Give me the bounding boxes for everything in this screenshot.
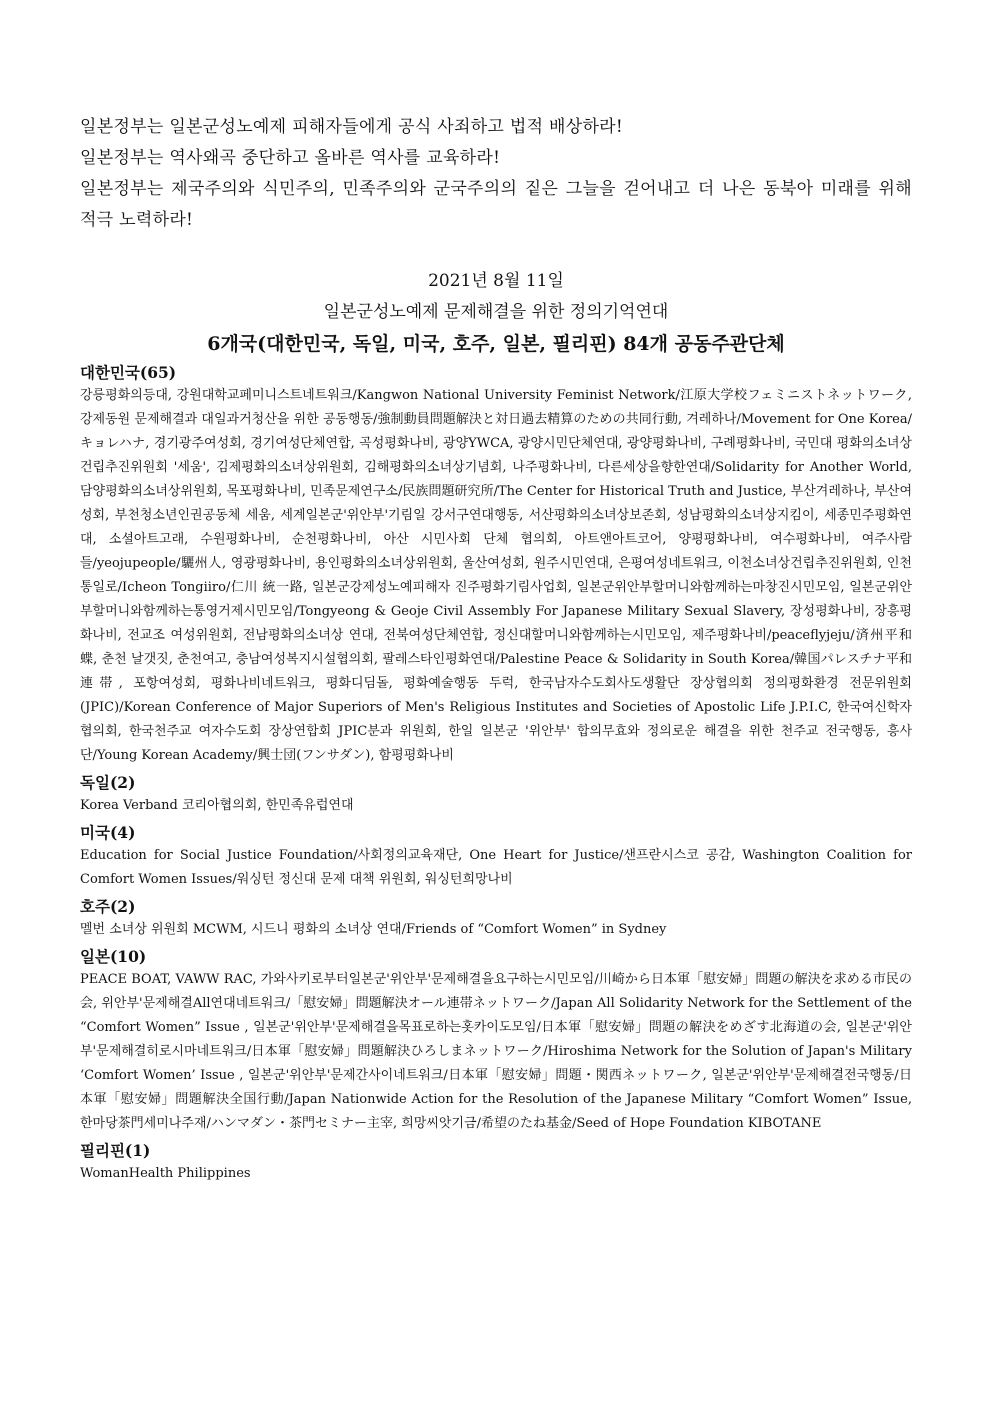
country-section-japan [80, 946, 912, 1136]
organization-list: 멜번 소녀상 위원회 MCWM, 시드니 평화의 소녀상 연대/Friends of “Comfort Women” in Sydney [80, 922, 667, 937]
organization-list: 강릉평화의등대, 강원대학교페미니스트네트워크/Kangwon National University Feminist Network/江原大学校フェミニストネットワーク, 강제동원 문제해결과 대일과거청산을 위한 공동행동/強制動員問題解決と対日過去精算のための共同行動, 겨레하나/Movement for One Korea/キョレハナ, 경기광주여성회, 경기여성단체연합, 곡성평화나비, 광양YWCA, 광양시민단체연대, 광양평화나비, 구례평화나비, 국민대 평화의소녀상 건립추진위원회 '세움', 김제평화의소녀상위원회, 김해평화의소녀상기념회, 나주평화나비, 다른세상을향한연대/Solidarity for Another World, 담양평화의소녀상위원회, 목포평화나비, 민족문제연구소/民族問題研究所/The Center for Historical Truth and Justice, 부산겨레하나, 부산여성회, 부천청소년인권공동체 세움, 세계일본군'위안부'기림일 강서구연대행동, 서산평화의소녀상보존회, 성남평화의소녀상지킴이, 세종민주평화연대, 소셜아트고래, 수원평화나비, 순천평화나비, 아산 시민사회 단체 협의회, 아트앤아트코어, 양평평화나비, 여수평화나비, 여주사람들/yeojupeople/驪州人, 영광평화나비, 용인평화의소녀상위원회, 울산여성회, 원주시민연대, 은평여성네트워크, 이천소녀상건립추진위원회, 인천통일로/Icheon Tongiiro/仁川 統一路, 일본군강제성노예피해자 진주평화기림사업회, 일본군위안부할머니와함께하는마창진시민모임, 일본군위안부할머니와함께하는통영거제시민모임/Tongyeong & Geoje Civil Assembly For Japanese Military Sexual Slavery, 장성평화나비, 장흥평화나비, 전교조 여성위원회, 전남평화의소녀상 연대, 전북여성단체연합, 정신대할머니와함께하는시민모임, 제주평화나비/peaceflyjeju/済州平和蝶, 춘천 날갯짓, 춘천여고, 충남여성복지시설협의회, 팔레스타인평화연대/Palestine Peace & Solidarity in South Korea/韓国パレスチナ平和連帯, 포항여성회, 평화나비네트워크, 평화디딤돌, 평화예술행동 두럭, 한국남자수도회사도생활단 장상협의회 정의평화환경 전문위원회(JPIC)/Korean Conference of Major Superiors of Men's Religious Institutes and Societies of Apostolic Life J.P.I.C, 한국여신학자협의회, 한국천주교 여자수도회 장상연합회 JPIC분과 위원회, 한일 일본군 '위안부' 합의무효와 정의로운 해결을 위한 천주교 전국행동, 흥사단/Young Korean Academy/興士団(フンサダン), 함평평화나비 [80, 388, 912, 763]
signature-block [80, 266, 912, 328]
co-organizers-headline: 6개국(대한민국, 독일, 미국, 호주, 일본, 필리핀) 84개 공동주관단체 [207, 333, 785, 355]
demands-section [80, 112, 912, 236]
organization-list: PEACE BOAT, VAWW RAC, 가와사키로부터일본군'위안부'문제해결을요구하는시민모임/川崎から日本軍「慰安婦」問題の解決を求める市民の会, 위안부'문제해결All연대네트워크/「慰安婦」問題解決オール連帯ネットワーク/Japan All Solidarity Network for the Settlement of the “Comfort Women” Issue , 일본군'위안부'문제해결을목표로하는홋카이도모임/日本軍「慰安婦」問題の解決をめざす北海道の会, 일본군'위안부'문제해결히로시마네트워크/日本軍「慰安婦」問題解決ひろしまネットワーク/Hiroshima Network for the Solution of Japan's Military ‘Comfort Women’ Issue , 일본군'위안부'문제간사이네트워크/日本軍「慰安婦」問題・関西ネットワーク, 일본군'위안부'문제해결전국행동/日本軍「慰安婦」問題解決全国行動/Japan Nationwide Action for the Resolution of the Japanese Military “Comfort Women” Issue, 한마당茶門세미나주재/ハンマダン・茶門セミナー主宰, 희망씨앗기금/希望のたね基金/Seed of Hope Foundation KIBOTANE [80, 972, 912, 1131]
country-section-australia [80, 896, 912, 942]
demand-apology: 일본정부는 일본군성노예제 피해자들에게 공식 사죄하고 법적 배상하라! [80, 117, 624, 137]
organization-name: 일본군성노예제 문제해결을 위한 정의기억연대 [323, 302, 669, 322]
country-section-usa [80, 822, 912, 892]
statement-page [80, 112, 912, 1186]
country-heading: 일본(10) [80, 947, 147, 966]
country-heading: 미국(4) [80, 823, 136, 842]
country-heading: 호주(2) [80, 897, 136, 916]
country-section-germany [80, 772, 912, 818]
demand-northeast-asia: 일본정부는 제국주의와 식민주의, 민족주의와 군국주의의 짙은 그늘을 걷어내고 더 나은 동북아 미래를 위해 적극 노력하라! [80, 179, 912, 230]
country-heading: 필리핀(1) [80, 1141, 151, 1160]
country-section-philippines [80, 1140, 912, 1186]
country-section-korea [80, 362, 912, 768]
organization-list: Education for Social Justice Foundation/사회정의교육재단, One Heart for Justice/샌프란시스코 공감, Washington Coalition for Comfort Women Issues/워싱턴 정신대 문제 대책 위원회, 워싱턴희망나비 [80, 848, 912, 887]
country-heading: 대한민국(65) [80, 363, 177, 382]
country-heading: 독일(2) [80, 773, 136, 792]
statement-date: 2021년 8월 11일 [428, 271, 564, 291]
organization-list: WomanHealth Philippines [80, 1166, 251, 1181]
country-list [80, 362, 912, 1186]
demand-history-education: 일본정부는 역사왜곡 중단하고 올바른 역사를 교육하라! [80, 148, 501, 168]
organization-list: Korea Verband 코리아협의회, 한민족유럽연대 [80, 798, 354, 813]
